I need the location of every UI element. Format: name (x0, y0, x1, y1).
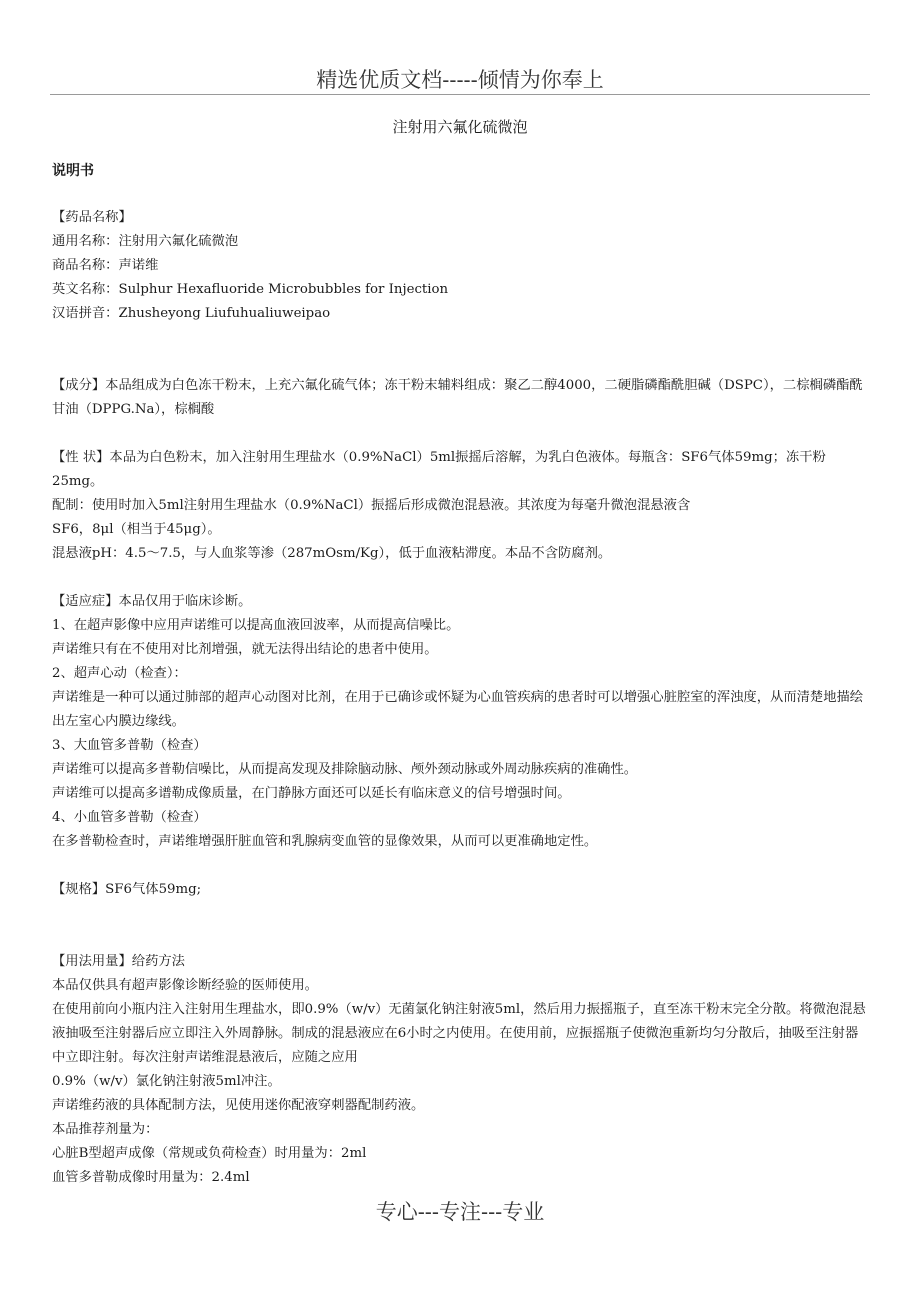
pinyin-name: 汉语拼音：Zhusheyong Liufuhualiuweipao (52, 306, 331, 321)
preparation-line-2: SF6，8μl（相当于45μg）。 (52, 522, 221, 537)
dosage-line-2b: 0.9%（w/v）氯化钠注射液5ml冲注。 (52, 1074, 281, 1089)
dosage-line-6: 血管多普勒成像时用量为：2.4ml (52, 1170, 250, 1185)
indication-3: 3、大血管多普勒（检查） (52, 738, 207, 753)
specification-text: 【规格】SF6气体59mg; (52, 882, 202, 897)
ph-line: 混悬液pH：4.5～7.5，与人血浆等渗（287mOsm/Kg），低于血液粘滞度。本品不含防腐剂。 (52, 546, 612, 561)
section-heading: 【药品名称】 (52, 210, 132, 225)
indication-4: 4、小血管多普勒（检查） (52, 810, 207, 825)
dosage-line-2: 在使用前向小瓶内注入注射用生理盐水，即0.9%（w/v）无菌氯化钠注射液5ml，然后用力振摇瓶子，直至冻干粉末完全分散。将微泡混悬液抽吸至注射器后应立即注入外周静脉。制成的混悬液应在6小时之内使用。在使用前，应振摇瓶子使微泡重新均匀分散后，抽吸至注射器中立即注射。每次注射声诺维混悬液后，应随之应用 (52, 1002, 866, 1065)
document-title: 注射用六氟化硫微泡 (392, 118, 528, 136)
document-subtitle: 说明书 (52, 163, 94, 179)
indication-3-text: 声诺维可以提高多普勒信噪比，从而提高发现及排除脑动脉、颅外颈动脉或外周动脉疾病的准确性。 (52, 762, 638, 777)
section-properties (52, 446, 870, 566)
properties-text: 【性 状】本品为白色粉末，加入注射用生理盐水（0.9%NaCl）5ml振摇后溶解，为乳白色液体。每瓶含：SF6气体59mg；冻干粉25mg。 (52, 450, 826, 489)
section-composition (52, 374, 870, 422)
composition-text: 【成分】本品组成为白色冻干粉末，上充六氟化硫气体；冻干粉末辅料组成：聚乙二醇4000，二硬脂磷酯酰胆碱（DSPC），二棕榈磷酯酰甘油（DPPG.Na），棕榈酸 (52, 378, 863, 417)
section-dosage (52, 950, 870, 1190)
section-indications (52, 590, 870, 854)
section-specification (52, 878, 870, 902)
page-footer: 专心---专注---专业 (375, 1200, 545, 1224)
indication-4-text: 在多普勒检查时，声诺维增强肝脏血管和乳腺病变血管的显像效果，从而可以更准确地定性。 (52, 834, 598, 849)
indication-1: 1、在超声影像中应用声诺维可以提高血液回波率，从而提高信噪比。 (52, 618, 460, 633)
document-body (52, 206, 870, 1190)
trade-name: 商品名称：声诺维 (52, 258, 159, 273)
preparation-line-1: 配制：使用时加入5ml注射用生理盐水（0.9%NaCl）振摇后形成微泡混悬液。其浓度为每毫升微泡混悬液含 (52, 498, 691, 513)
english-name: 英文名称：Sulphur Hexafluoride Microbubbles for Injection (52, 282, 449, 297)
indications-intro: 【适应症】本品仅用于临床诊断。 (52, 594, 252, 609)
section-drug-name (52, 206, 870, 326)
page-header: 精选优质文档-----倾情为你奉上 (316, 68, 604, 92)
dosage-line-4: 本品推荐剂量为： (52, 1122, 159, 1137)
generic-name: 通用名称：注射用六氟化硫微泡 (52, 234, 239, 249)
dosage-line-1: 本品仅供具有超声影像诊断经验的医师使用。 (52, 978, 318, 993)
dosage-heading: 【用法用量】给药方法 (52, 954, 185, 969)
indication-3-text-2: 声诺维可以提高多谱勒成像质量，在门静脉方面还可以延长有临床意义的信号增强时间。 (52, 786, 571, 801)
dosage-line-5: 心脏B型超声成像（常规或负荷检查）时用量为：2ml (52, 1146, 367, 1161)
indication-2-text: 声诺维是一种可以通过肺部的超声心动图对比剂，在用于已确诊或怀疑为心血管疾病的患者时可以增强心脏腔室的浑浊度，从而清楚地描绘出左室心内膜边缘线。 (52, 690, 864, 729)
header-divider (50, 94, 870, 95)
indication-1-note: 声诺维只有在不使用对比剂增强，就无法得出结论的患者中使用。 (52, 642, 438, 657)
dosage-line-3: 声诺维药液的具体配制方法，见使用迷你配液穿刺器配制药液。 (52, 1098, 425, 1113)
indication-2: 2、超声心动（检查）： (52, 666, 187, 681)
